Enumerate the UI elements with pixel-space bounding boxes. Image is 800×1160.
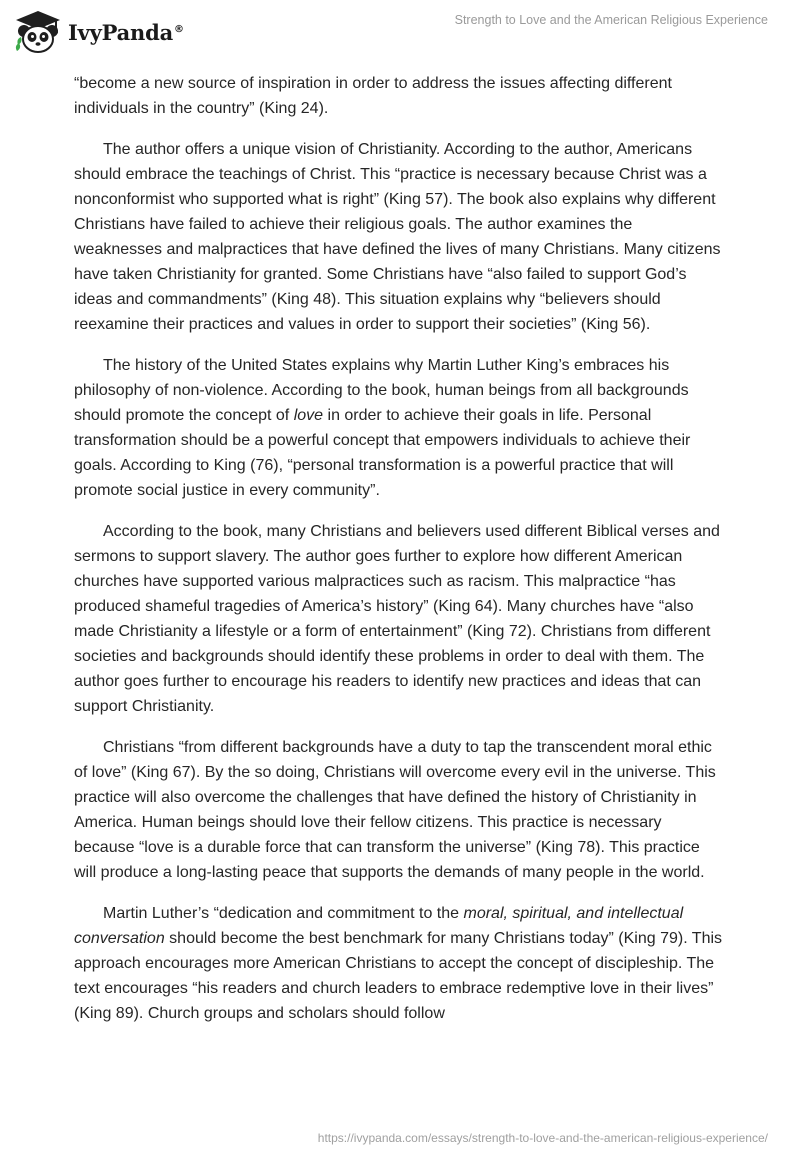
paragraph-text: Christians “from different backgrounds have a duty to tap the transcendent moral ethic of love” (King 67). By the so doing, Christians will overcome every evil in the universe. This practice will also overcome the challenges that have defined the history of Christianity in America. Human beings should love their fellow citizens. This practice is necessary because “love is a durable force that can transform the universe” (King 78). This practice will produce a long-lasting peace that supports the demands of many people in the world. xyxy=(74,739,716,881)
brand-name: IvyPanda® xyxy=(68,19,184,45)
paragraph-text: The author offers a unique vision of Christianity. According to the author, Americans should embrace the teachings of Christ. This “practice is necessary because Christ was a nonconformist who supported what is right” (King 57). The book also explains why different Christians have failed to achieve their religious goals. The author examines the weaknesses and malpractices that have defined the lives of many Christians. Many citizens have taken Christianity for granted. Some Christians have “also failed to support God’s ideas and commandments” (King 48). This situation explains why “believers should reexamine their practices and values in order to support their societies” (King 56). xyxy=(74,141,721,333)
italic-text: moral, spiritual, and intellectual conversation xyxy=(74,905,684,947)
panda-graduate-icon xyxy=(14,9,62,55)
document-title: Strength to Love and the American Religious Experience xyxy=(454,13,768,27)
essay-paragraph xyxy=(74,519,724,719)
source-url[interactable]: https://ivypanda.com/essays/strength-to-love-and-the-american-religious-experience/ xyxy=(317,1131,768,1145)
essay-paragraph xyxy=(74,71,724,121)
paragraph-text: The history of the United States explains why Martin Luther King’s embraces his philosophy of non-violence. According to the book, human beings from all backgrounds should promote the concept of xyxy=(74,357,689,424)
ivypanda-logo[interactable] xyxy=(14,9,184,55)
paragraph-text: “become a new source of inspiration in order to address the issues affecting different individuals in the country” (King 24). xyxy=(74,75,672,117)
registered-mark: ® xyxy=(174,23,184,35)
page-header xyxy=(0,0,800,70)
essay-paragraph xyxy=(74,901,724,1026)
paragraph-text: According to the book, many Christians and believers used different Biblical verses and sermons to support slavery. The author goes further to explore how different American churches have supported various malpractices such as racism. This malpractice “has produced shameful tragedies of America’s history” (King 64). Many churches have “also made Christianity a lifestyle or a form of entertainment” (King 72). Christians from different societies and backgrounds should identify these problems in order to deal with them. The author goes further to encourage his readers to identify new practices and ideas that can support Christianity. xyxy=(74,523,720,715)
paragraph-text: Martin Luther’s “dedication and commitment to the xyxy=(103,905,464,922)
essay-paragraph xyxy=(74,735,724,885)
essay-paragraph xyxy=(74,353,724,503)
paragraph-text: in order to achieve their goals in life. Personal transformation should be a powerful concept that empowers individuals to achieve their goals. According to King (76), “personal transformation is a powerful practice that will promote social justice in every community”. xyxy=(74,407,691,499)
essay-body xyxy=(74,71,724,1042)
paragraph-text: should become the best benchmark for many Christians today” (King 79). This approach encourages more American Christians to accept the concept of discipleship. The text encourages “his readers and church leaders to embrace redemptive love in their lives” (King 89). Church groups and scholars should follow xyxy=(74,930,723,1022)
italic-text: love xyxy=(293,407,324,424)
essay-paragraph xyxy=(74,137,724,337)
